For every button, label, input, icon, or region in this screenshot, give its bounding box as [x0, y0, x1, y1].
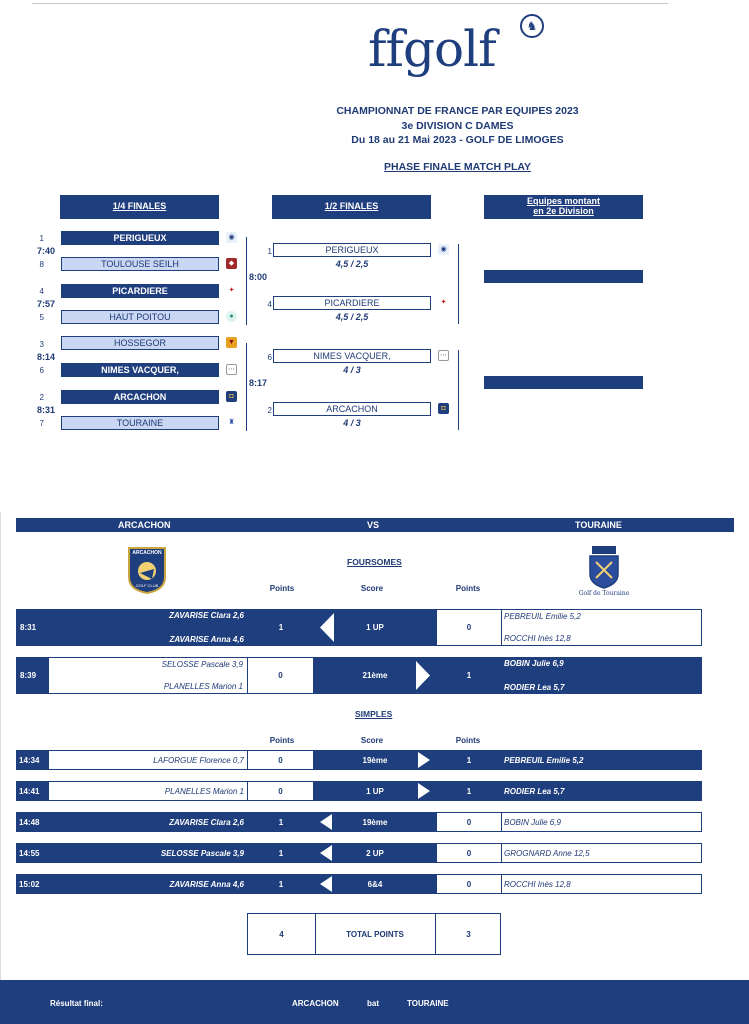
quarter-team: PICARDIERE: [61, 284, 219, 298]
touraine-crest-caption: Golf de Touraine: [578, 590, 630, 597]
club-logo-icon: ⋯: [440, 352, 447, 359]
match-team-right: TOURAINE: [575, 520, 622, 530]
points-left: 1: [248, 874, 314, 894]
player-name: ZAVARISE Clara 2,6: [169, 611, 244, 620]
result-verb: bat: [367, 999, 379, 1008]
player-right: RODIER Lea 5,7: [502, 781, 702, 801]
semi-score: 4,5 / 2,5: [335, 312, 369, 322]
match-score: [314, 781, 436, 801]
player-right: GROGNARD Anne 12,5: [501, 843, 702, 863]
bracket-connector: [246, 343, 247, 431]
semi-team: PICARDIERE: [273, 296, 431, 310]
promotion-slot: [484, 376, 643, 389]
player-left: LAFORGUE Florence 0,7: [48, 750, 248, 770]
club-logo-icon: ◘: [438, 403, 449, 414]
points-left: 0: [247, 657, 314, 694]
foursome-time: 8:39: [16, 657, 48, 694]
quarter-team: TOURAINE: [61, 416, 219, 430]
club-logo-icon: ◉: [226, 232, 237, 243]
points-right: 0: [436, 812, 502, 832]
arrow-left-icon: [320, 814, 332, 830]
score-text: 19ème: [362, 755, 388, 765]
quarter-final-header: 1/4 FINALES: [60, 195, 219, 219]
simple-time: 14:55: [16, 843, 48, 863]
points-right: 0: [436, 609, 502, 646]
seed-semi: 6: [267, 353, 272, 362]
seed-q4-b: 7: [39, 419, 44, 428]
match-score: [314, 609, 436, 646]
points-left: 1: [248, 812, 314, 832]
match-time: 8:00: [249, 272, 268, 282]
simples-title: SIMPLES: [355, 709, 393, 719]
simple-row: [16, 812, 702, 832]
player-name: SELOSSE Pascale 3,9: [161, 660, 243, 669]
simple-time: 14:41: [16, 781, 48, 801]
points-left: 0: [247, 781, 314, 801]
score-text: 6&4: [367, 879, 383, 889]
player-name: PEBREUIL Emilie 5,2: [504, 612, 581, 621]
rooster-icon: ♞: [520, 14, 544, 38]
semi-final-header: 1/2 FINALES: [272, 195, 431, 219]
semi-score: 4,5 / 2,5: [335, 259, 369, 269]
result-winner: ARCACHON: [292, 999, 339, 1008]
arrow-right-icon: [416, 661, 430, 690]
match-time: 7:57: [37, 299, 56, 309]
total-label: TOTAL POINTS: [346, 929, 404, 939]
seed-semi: 2: [267, 406, 272, 415]
player-name: ZAVARISE Anna 4,6: [169, 635, 244, 644]
seed-q1-a: 1: [39, 234, 44, 243]
title-phase: PHASE FINALE MATCH PLAY: [383, 161, 531, 173]
title-championship: CHAMPIONNAT DE FRANCE PAR EQUIPES 2023: [336, 105, 579, 117]
match-score: [314, 874, 436, 894]
semi-team: NIMES VACQUER,: [273, 349, 431, 363]
semi-score: 4 / 3: [343, 418, 361, 428]
semi-team: PERIGUEUX: [273, 243, 431, 257]
foursome-left-players: [48, 609, 248, 646]
totals-box: [247, 913, 501, 955]
match-team-left: ARCACHON: [118, 520, 171, 530]
points-right: 0: [436, 843, 502, 863]
club-logo-icon: ◆: [226, 258, 237, 269]
seed-semi: 4: [267, 300, 272, 309]
club-logo-icon: ◘: [226, 391, 237, 402]
title-dates: Du 18 au 21 Mai 2023 - GOLF DE LIMOGES: [351, 134, 564, 146]
col-points-left: Points: [269, 736, 295, 745]
simple-time: 14:48: [16, 812, 48, 832]
result-loser: TOURAINE: [407, 999, 449, 1008]
arrow-right-icon: [418, 783, 430, 799]
match-time: 7:40: [37, 246, 56, 256]
score-text: 1 UP: [366, 623, 384, 632]
col-points-right: Points: [455, 736, 481, 745]
points-right: 1: [436, 781, 502, 801]
match-score: [314, 657, 436, 694]
player-left: SELOSSE Pascale 3,9: [48, 843, 248, 863]
seed-q3-a: 3: [39, 340, 44, 349]
quarter-team: ARCACHON: [61, 390, 219, 404]
result-label: Résultat final:: [50, 999, 103, 1008]
player-name: RODIER Lea 5,7: [504, 683, 565, 692]
club-logo-icon: ◉: [438, 244, 449, 255]
points-right: 0: [436, 874, 502, 894]
top-rule: [32, 3, 668, 4]
touraine-crest-icon: [578, 544, 630, 598]
match-score: [314, 812, 436, 832]
bracket-connector: [458, 350, 459, 430]
match-score: [314, 843, 436, 863]
semi-score: 4 / 3: [343, 365, 361, 375]
simple-row: [16, 843, 702, 863]
result-footer: [0, 980, 749, 1024]
player-right: ROCCHI Inès 12,8: [501, 874, 702, 894]
match-header-bar: [16, 518, 734, 532]
arcachon-crest-text: ARCACHON: [132, 550, 162, 556]
score-text: 2 UP: [366, 848, 384, 858]
points-left: 1: [248, 843, 314, 863]
player-left: ZAVARISE Clara 2,6: [48, 812, 248, 832]
quarter-team: NIMES VACQUER,: [61, 363, 219, 377]
simple-time: 14:34: [16, 750, 48, 770]
foursome-right-players: [501, 609, 702, 646]
points-right: 1: [436, 657, 502, 694]
seed-q4-a: 2: [39, 393, 44, 402]
seed-q3-b: 6: [39, 366, 44, 375]
player-left: PLANELLES Marion 1: [48, 781, 248, 801]
ffgolf-logo: [368, 19, 538, 78]
arrow-right-icon: [418, 752, 430, 768]
total-right: 3: [435, 914, 501, 954]
foursomes-title: FOURSOMES: [347, 557, 402, 567]
simple-row: [16, 874, 702, 894]
match-vs: VS: [367, 520, 380, 530]
match-time: 8:31: [37, 405, 56, 415]
foursome-time: 8:31: [16, 609, 48, 646]
player-left: ZAVARISE Anna 4,6: [48, 874, 248, 894]
arrow-left-icon: [320, 613, 334, 642]
promotion-header-line1: Equipes montant: [526, 196, 600, 207]
promotion-header: [484, 195, 643, 219]
match-time: 8:14: [37, 352, 56, 362]
col-score: Score: [360, 736, 384, 745]
col-points-left: Points: [269, 584, 295, 593]
score-text: 21ème: [362, 671, 388, 680]
player-name: BOBIN Julie 6,9: [504, 659, 564, 668]
match-time: 8:17: [249, 378, 268, 388]
seed-q2-b: 5: [39, 313, 44, 322]
match-score: [314, 750, 436, 770]
club-logo-icon: ●: [226, 311, 237, 322]
total-left: 4: [248, 914, 316, 954]
simple-time: 15:02: [16, 874, 48, 894]
player-name: PLANELLES Marion 1: [163, 682, 243, 691]
arcachon-crest-icon: [126, 545, 168, 595]
simple-row: [16, 750, 702, 770]
points-left: 0: [247, 750, 314, 770]
club-logo-icon: ✦: [226, 285, 237, 296]
seed-semi: 1: [267, 247, 272, 256]
quarter-team: TOULOUSE SEILH: [61, 257, 219, 271]
foursome-row: [16, 609, 702, 646]
bracket-connector: [458, 244, 459, 324]
ffgolf-logo-text: ffgolf: [368, 20, 496, 78]
promotion-slot: [484, 270, 643, 283]
foursome-left-players: [48, 657, 248, 694]
score-text: 1 UP: [366, 786, 384, 796]
player-right: BOBIN Julie 6,9: [501, 812, 702, 832]
promotion-header-line2: en 2e Division: [533, 206, 594, 216]
col-score: Score: [360, 584, 384, 593]
arcachon-crest-sub: GOLF CLUB: [135, 583, 159, 588]
foursome-row: [16, 657, 702, 694]
seed-q2-a: 4: [39, 287, 44, 296]
points-right: 1: [436, 750, 502, 770]
quarter-team: PERIGUEUX: [61, 231, 219, 245]
player-name: ROCCHI Inès 12,8: [504, 634, 571, 643]
points-left: 1: [248, 609, 314, 646]
club-logo-icon: ♜: [226, 417, 237, 428]
quarter-team: HAUT POITOU: [61, 310, 219, 324]
club-logo-icon: ▼: [226, 337, 237, 348]
bracket-connector: [246, 237, 247, 325]
foursome-right-players: [502, 657, 702, 694]
club-logo-icon: ✦: [438, 297, 449, 308]
col-points-right: Points: [455, 584, 481, 593]
club-logo-icon: ⋯: [228, 366, 235, 373]
semi-team: ARCACHON: [273, 402, 431, 416]
score-text: 19ème: [362, 817, 388, 827]
title-division: 3e DIVISION C DAMES: [401, 120, 514, 132]
arrow-left-icon: [320, 876, 332, 892]
player-right: PEBREUIL Emilie 5,2: [502, 750, 702, 770]
arrow-left-icon: [320, 845, 332, 861]
quarter-team: HOSSEGOR: [61, 336, 219, 350]
seed-q1-b: 8: [39, 260, 44, 269]
simple-row: [16, 781, 702, 801]
